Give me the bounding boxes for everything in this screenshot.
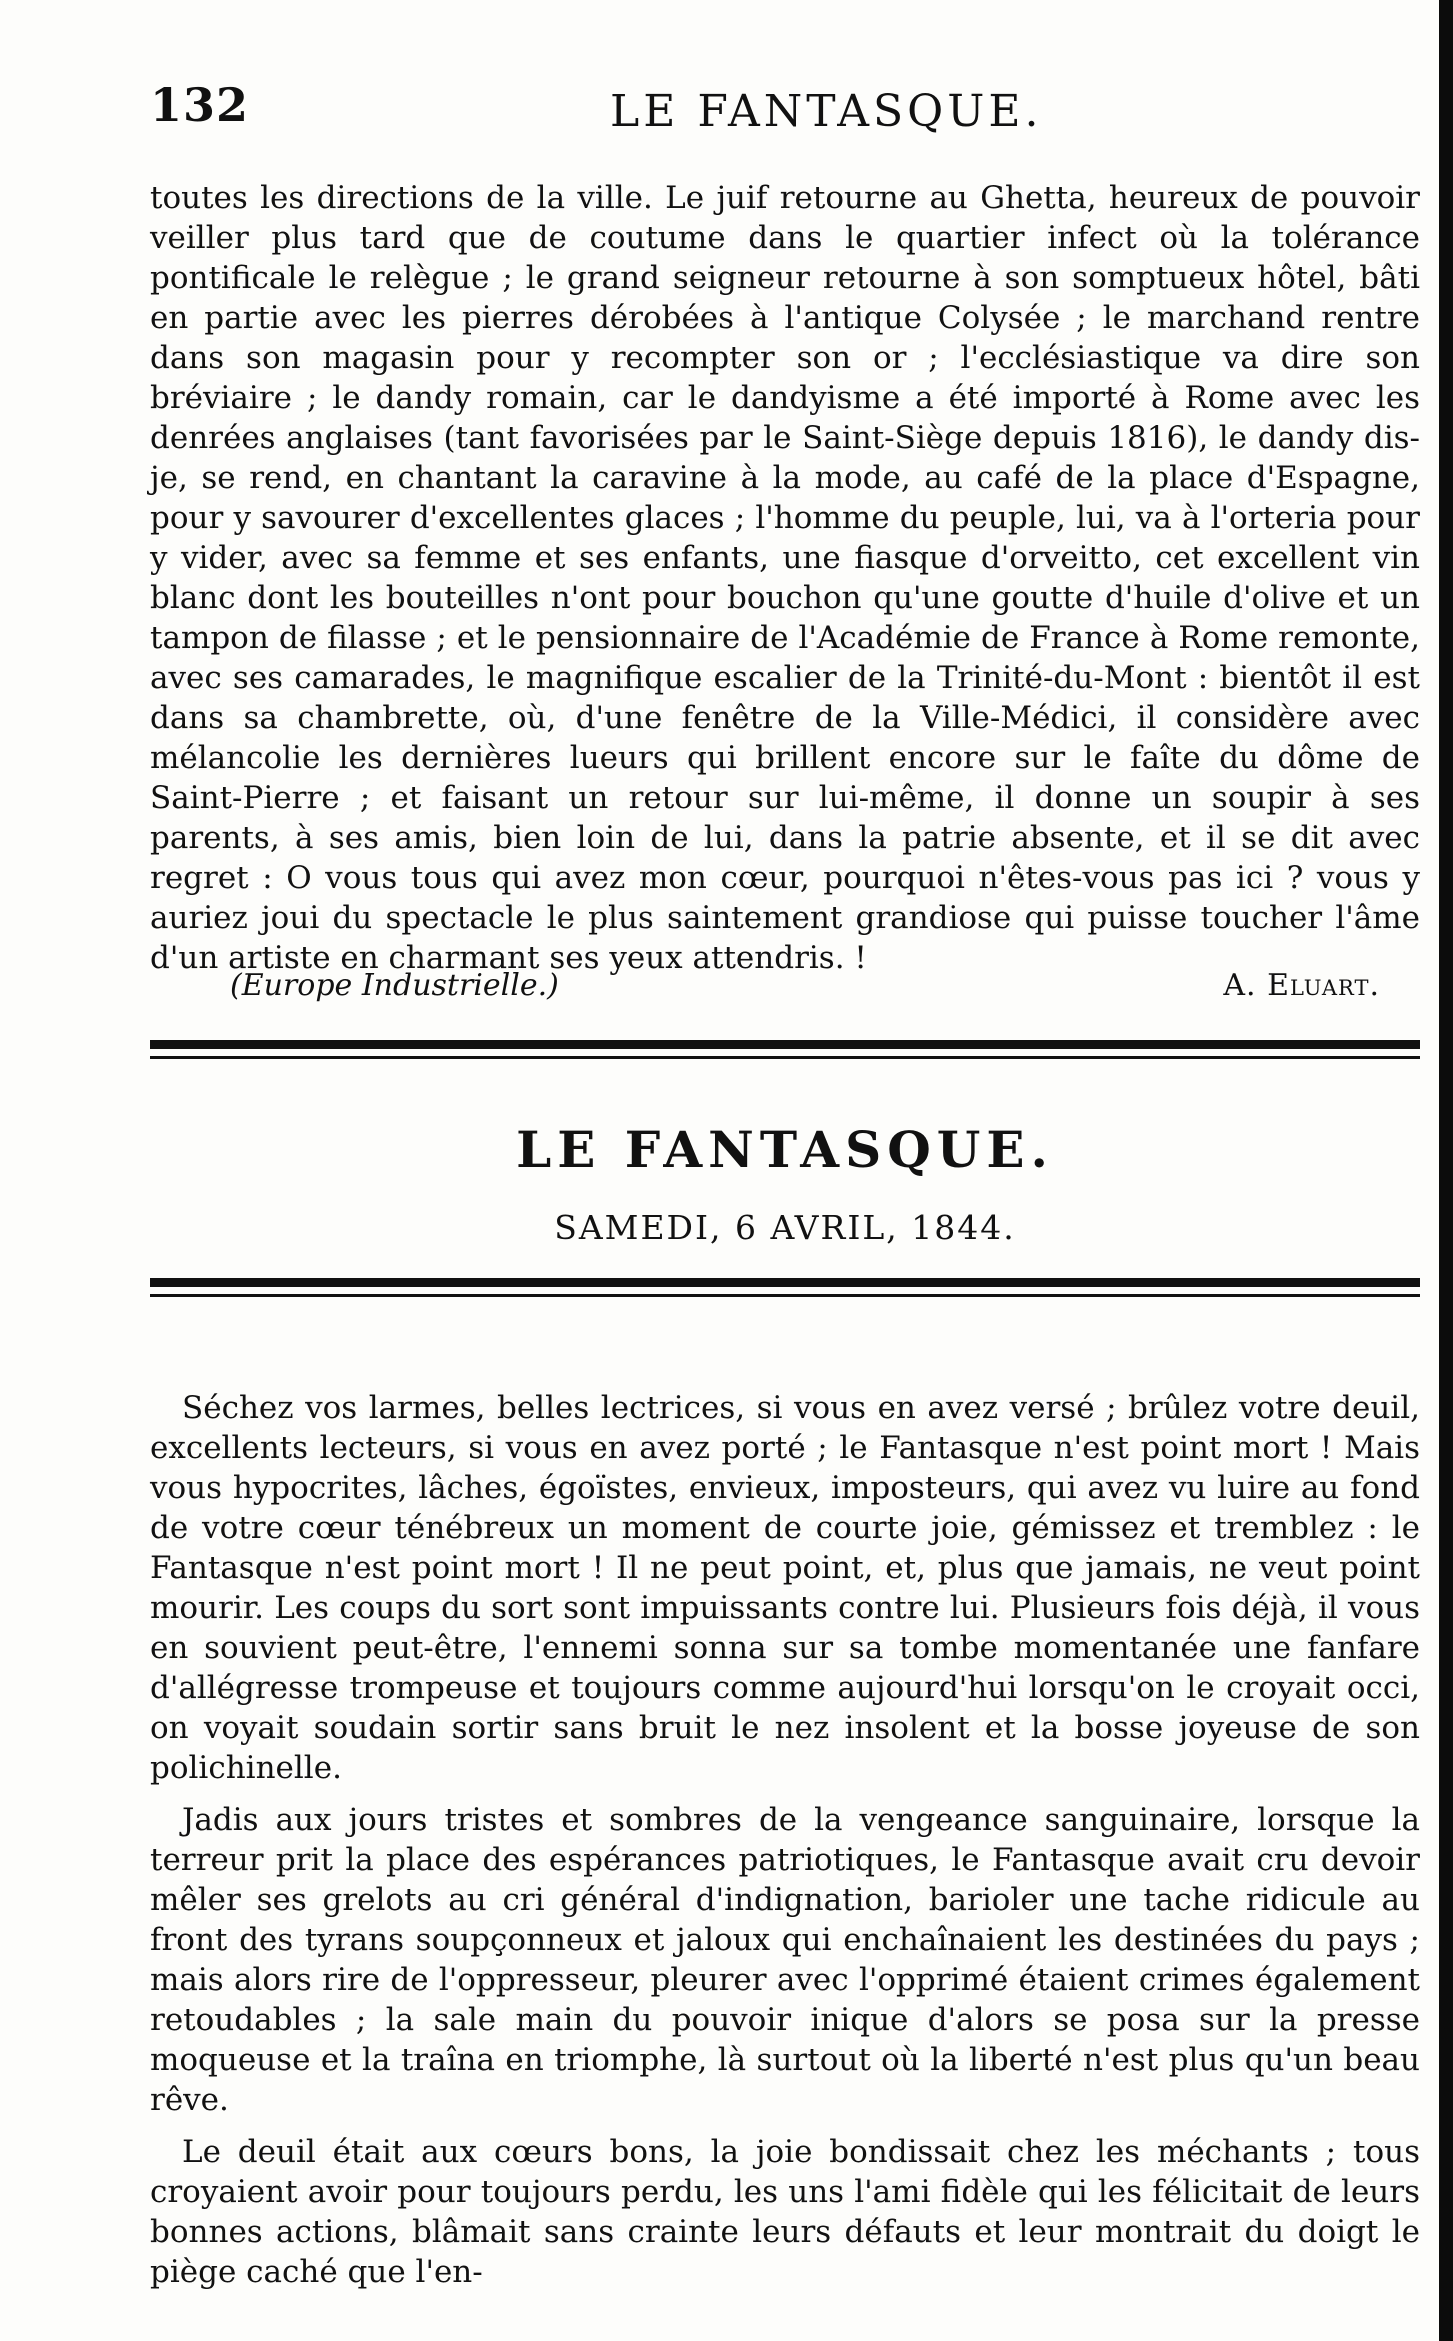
- section-rule-thick: [150, 1040, 1420, 1049]
- article-author: A. Eluart.: [1223, 968, 1380, 1003]
- new-article-paragraph-2: Jadis aux jours tristes et sombres de la vengeance sanguinaire, lorsque la terreur prit la place des espérances patriotiques, le Fantasque avait cru devoir mêler ses grelots au cri général d'indignation, barioler une tache ridicule au front des tyrans soupçonneux et jaloux qui enchaînaient les destinées du pays ; mais alors rire de l'oppresseur, pleurer avec l'opprimé étaient crimes également retoudables ; la sale main du pouvoir inique d'alors se posa sur la presse moqueuse et la traîna en triomphe, là surtout où la liberté n'est plus qu'un beau rêve.: [150, 1802, 1420, 2118]
- new-article-paragraph-3: Le deuil était aux cœurs bons, la joie bondissait chez les méchants ; tous croyaient avoir pour toujours perdu, les uns l'ami fidèle qui les félicitait de leurs bonnes actions, blâmait sans crainte leurs défauts et leur montrait du doigt le piège caché que l'en-: [150, 2134, 1420, 2290]
- previous-article-paragraph: toutes les directions de la ville. Le juif retourne au Ghetta, heureux de pouvoir veiller plus tard que de coutume dans le quartier infect où la tolérance pontificale le relègue ; le grand seigneur retourne à son somptueux hôtel, bâti en partie avec les pierres dérobées à l'antique Colysée ; le marchand rentre dans son magasin pour y recompter son or ; l'ecclésiastique va dire son bréviaire ; le dandy romain, car le dandyisme a été importé à Rome avec les denrées anglaises (tant favorisées par le Saint-Siège depuis 1816), le dandy dis-je, se rend, en chantant la caravine à la mode, au café de la place d'Espagne, pour y savourer d'excellentes glaces ; l'homme du peuple, lui, va à l'orteria pour y vider, avec sa femme et ses enfants, une fiasque d'orveitto, cet excellent vin blanc dont les bouteilles n'ont pour bouchon qu'une goutte d'huile d'olive et un tampon de filasse ; et le pensionnaire de l'Académie de France à Rome remonte, avec ses camarades, le magnifique escalier de la Trinité-du-Mont : bientôt il est dans sa chambrette, où, d'une fenêtre de la Ville-Médici, il considère avec mélancolie les dernières lueurs qui brillent encore sur le faîte du dôme de Saint-Pierre ; et faisant un retour sur lui-même, il donne un soupir à ses parents, à ses amis, bien loin de lui, dans la patrie absente, et il se dit avec regret : O vous tous qui avez mon cœur, pourquoi n'êtes-vous pas ici ? vous y auriez joui du spectacle le plus saintement grandiose qui puisse toucher l'âme d'un artiste en charmant ses yeux attendris. !: [150, 180, 1420, 976]
- new-article: [150, 1388, 1420, 2304]
- masthead-rule-thick: [150, 1278, 1420, 1287]
- page-header: [150, 78, 1400, 148]
- scan-edge-shadow: [1439, 0, 1453, 2341]
- masthead-date: SAMEDI, 6 AVRIL, 1844.: [554, 1208, 1016, 1247]
- masthead-rule-thin: [150, 1294, 1420, 1297]
- section-rule-thin: [150, 1056, 1420, 1059]
- running-title: LE FANTASQUE.: [610, 86, 1043, 137]
- article-source: (Europe Industrielle.): [230, 968, 559, 1003]
- page-number: 132: [150, 78, 250, 132]
- new-article-paragraph-1: Séchez vos larmes, belles lectrices, si vous en avez versé ; brûlez votre deuil, excellents lecteurs, si vous en avez porté ; le Fantasque n'est point mort ! Mais vous hypocrites, lâches, égoïstes, envieux, imposteurs, qui avez vu luire au fond de votre cœur ténébreux un moment de courte joie, gémissez et tremblez : le Fantasque n'est point mort ! Il ne peut point, et, plus que jamais, ne veut point mourir. Les coups du sort sont impuissants contre lui. Plusieurs fois déjà, il vous en souvient peut-être, l'ennemi sonna sur sa tombe momentanée une fanfare d'allégresse trompeuse et toujours comme aujourd'hui lorsqu'on le croyait occi, on voyait soudain sortir sans bruit le nez insolent et la bosse joyeuse de son polichinelle.: [150, 1390, 1420, 1786]
- masthead-title: LE FANTASQUE.: [516, 1120, 1054, 1179]
- article-signature: [150, 968, 1380, 1012]
